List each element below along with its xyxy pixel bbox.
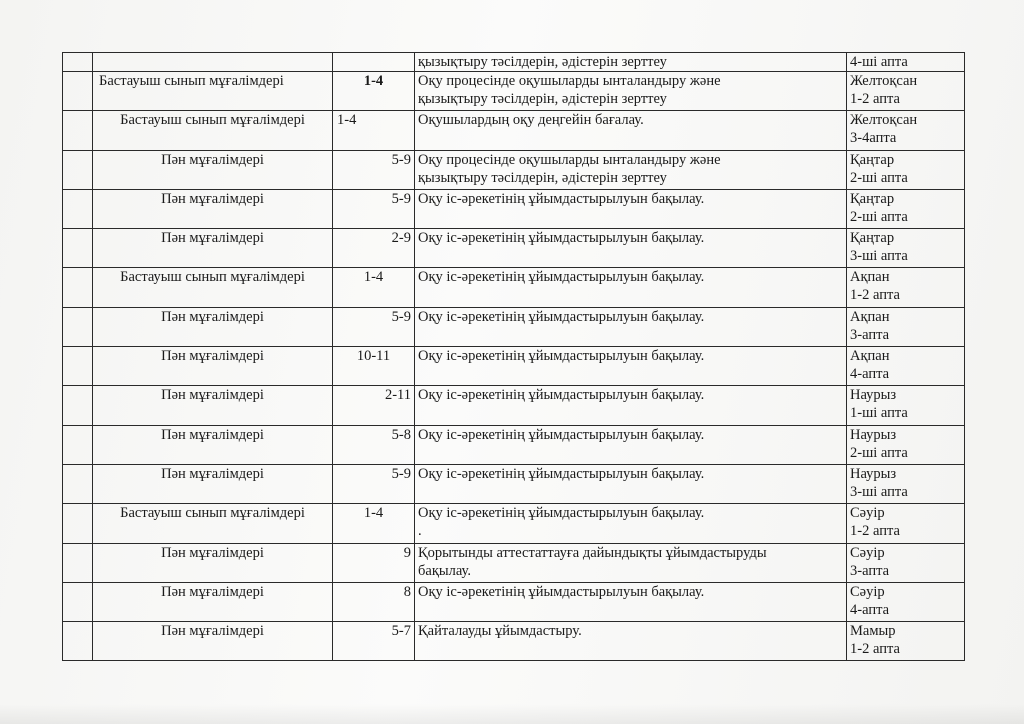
deadline-cell [847, 307, 965, 346]
grade-cell: 1-4 [333, 111, 415, 150]
task-cell [415, 582, 847, 621]
task-line: қызықтыру тәсілдерін, әдістерін зерттеу [418, 169, 667, 186]
deadline-line: 1-2 апта [850, 287, 900, 304]
task-line: қызықтыру тәсілдерін, әдістерін зерттеу [418, 54, 667, 70]
task-cell [415, 504, 847, 543]
deadline-line: 3-апта [850, 562, 890, 579]
grade-cell: 9 [333, 543, 415, 582]
task-cell [415, 347, 847, 386]
table-row [63, 111, 965, 150]
participants-cell: Пән мұғалімдері [93, 229, 333, 268]
blank-index-cell [63, 504, 93, 543]
table-row [63, 504, 965, 543]
table-row [63, 307, 965, 346]
task-cell [415, 543, 847, 582]
deadline-line: Желтоқсан [850, 73, 918, 89]
blank-index-cell [63, 307, 93, 346]
task-cell [415, 386, 847, 425]
blank-index-cell [63, 72, 93, 111]
task-line: Қорытынды аттестаттауға дайындықты ұйымдастыруды [418, 544, 767, 561]
table-row [63, 53, 965, 72]
deadline-cell [847, 53, 965, 72]
table-row [63, 425, 965, 464]
blank-index-cell [63, 111, 93, 150]
task-line: қызықтыру тәсілдерін, әдістерін зерттеу [418, 91, 667, 107]
participants-cell: Пән мұғалімдері [93, 622, 333, 661]
task-cell [415, 268, 847, 307]
deadline-line: 1-2 апта [850, 91, 900, 107]
grade-cell: 2-9 [333, 229, 415, 268]
grade-cell: 5-7 [333, 622, 415, 661]
task-line: Оқу іс-әрекетінің ұйымдастырылуын бақылау. [418, 387, 705, 404]
table-row [63, 622, 965, 661]
grade-cell: 10-11 [333, 347, 415, 386]
task-line: бақылау. [418, 562, 471, 579]
task-line: Қайталауды ұйымдастыру. [418, 623, 582, 640]
task-cell [415, 72, 847, 111]
table-row [63, 347, 965, 386]
participants-cell: Бастауыш сынып мұғалімдері [93, 111, 333, 150]
deadline-line: 2-ші апта [850, 169, 908, 186]
blank-index-cell [63, 150, 93, 189]
table-row [63, 464, 965, 503]
task-cell [415, 150, 847, 189]
task-line: Оқу іс-әрекетінің ұйымдастырылуын бақылау. [418, 308, 705, 325]
deadline-line: 4-апта [850, 601, 890, 618]
table-row [63, 229, 965, 268]
deadline-cell [847, 111, 965, 150]
deadline-line: 2-ші апта [850, 444, 908, 461]
grade-cell: 1-4 [333, 504, 415, 543]
table-row [63, 386, 965, 425]
deadline-line: 3-ші апта [850, 248, 908, 265]
deadline-line: Қаңтар [850, 230, 895, 247]
deadline-line: Наурыз [850, 465, 897, 482]
deadline-cell [847, 582, 965, 621]
deadline-line: Ақпан [850, 348, 890, 365]
deadline-cell [847, 504, 965, 543]
grade-cell: 5-8 [333, 425, 415, 464]
grade-cell: 1-4 [333, 72, 415, 111]
deadline-line: 3-апта [850, 326, 890, 343]
blank-index-cell [63, 189, 93, 228]
task-line: Оқу процесінде оқушыларды ынталандыру және [418, 151, 721, 168]
participants-cell: Пән мұғалімдері [93, 582, 333, 621]
task-line: Оқу іс-әрекетінің ұйымдастырылуын бақылау. [418, 190, 705, 207]
blank-index-cell [63, 622, 93, 661]
deadline-line: Сәуір [850, 544, 885, 561]
task-line: Оқу іс-әрекетінің ұйымдастырылуын бақылау. [418, 505, 705, 522]
table-row [63, 150, 965, 189]
deadline-cell [847, 150, 965, 189]
task-cell [415, 425, 847, 464]
task-line: Оқу іс-әрекетінің ұйымдастырылуын бақылау. [418, 426, 705, 443]
task-line: Оқу процесінде оқушыларды ынталандыру және [418, 73, 721, 89]
deadline-line: 3-ші апта [850, 483, 908, 500]
grade-cell: 1-4 [333, 268, 415, 307]
blank-index-cell [63, 543, 93, 582]
deadline-line: Ақпан [850, 308, 890, 325]
blank-index-cell [63, 582, 93, 621]
deadline-cell [847, 543, 965, 582]
participants-cell [93, 53, 333, 72]
deadline-cell [847, 189, 965, 228]
deadline-cell [847, 464, 965, 503]
blank-index-cell [63, 53, 93, 72]
task-cell [415, 464, 847, 503]
deadline-line: 1-2 апта [850, 641, 900, 658]
participants-cell: Бастауыш сынып мұғалімдері [93, 504, 333, 543]
deadline-line: Наурыз [850, 426, 897, 443]
grade-cell: 5-9 [333, 307, 415, 346]
grade-cell [333, 53, 415, 72]
participants-cell: Пән мұғалімдері [93, 347, 333, 386]
deadline-line: 1-2 апта [850, 523, 900, 540]
task-line: . [418, 523, 422, 540]
deadline-cell [847, 425, 965, 464]
blank-index-cell [63, 229, 93, 268]
task-line: Оқу іс-әрекетінің ұйымдастырылуын бақылау. [418, 230, 705, 247]
deadline-cell [847, 622, 965, 661]
blank-index-cell [63, 347, 93, 386]
grade-cell: 2-11 [333, 386, 415, 425]
deadline-line: Қаңтар [850, 190, 895, 207]
participants-cell: Пән мұғалімдері [93, 464, 333, 503]
participants-cell: Пән мұғалімдері [93, 543, 333, 582]
deadline-line: Қаңтар [850, 151, 895, 168]
deadline-line: Ақпан [850, 269, 890, 286]
table-row [63, 72, 965, 111]
task-line: Оқушылардың оқу деңгейін бағалау. [418, 112, 644, 129]
deadline-cell [847, 268, 965, 307]
task-cell [415, 229, 847, 268]
blank-index-cell [63, 464, 93, 503]
blank-index-cell [63, 268, 93, 307]
participants-cell: Пән мұғалімдері [93, 425, 333, 464]
deadline-cell [847, 229, 965, 268]
task-cell [415, 189, 847, 228]
deadline-line: 4-апта [850, 366, 890, 383]
blank-index-cell [63, 425, 93, 464]
task-cell [415, 111, 847, 150]
deadline-line: Наурыз [850, 387, 897, 404]
schedule-table [62, 52, 965, 661]
table-row [63, 582, 965, 621]
participants-cell: Бастауыш сынып мұғалімдері [93, 72, 333, 111]
deadline-line: 1-ші апта [850, 405, 908, 422]
task-line: Оқу іс-әрекетінің ұйымдастырылуын бақылау. [418, 583, 705, 600]
participants-cell: Бастауыш сынып мұғалімдері [93, 268, 333, 307]
task-cell [415, 307, 847, 346]
task-cell [415, 622, 847, 661]
table-row [63, 189, 965, 228]
grade-cell: 5-9 [333, 189, 415, 228]
deadline-line: 4-ші апта [850, 54, 908, 70]
participants-cell: Пән мұғалімдері [93, 150, 333, 189]
table-row [63, 543, 965, 582]
task-line: Оқу іс-әрекетінің ұйымдастырылуын бақылау. [418, 465, 705, 482]
deadline-line: Мамыр [850, 623, 896, 640]
participants-cell: Пән мұғалімдері [93, 386, 333, 425]
task-cell [415, 53, 847, 72]
deadline-line: Желтоқсан [850, 112, 918, 129]
participants-cell: Пән мұғалімдері [93, 307, 333, 346]
participants-cell: Пән мұғалімдері [93, 189, 333, 228]
deadline-line: 3-4апта [850, 130, 897, 147]
deadline-line: Сәуір [850, 583, 885, 600]
task-line: Оқу іс-әрекетінің ұйымдастырылуын бақылау. [418, 269, 705, 286]
deadline-cell [847, 347, 965, 386]
deadline-cell [847, 386, 965, 425]
table-row [63, 268, 965, 307]
grade-cell: 8 [333, 582, 415, 621]
deadline-line: 2-ші апта [850, 208, 908, 225]
task-line: Оқу іс-әрекетінің ұйымдастырылуын бақылау. [418, 348, 705, 365]
grade-cell: 5-9 [333, 150, 415, 189]
deadline-line: Сәуір [850, 505, 885, 522]
grade-cell: 5-9 [333, 464, 415, 503]
deadline-cell [847, 72, 965, 111]
blank-index-cell [63, 386, 93, 425]
